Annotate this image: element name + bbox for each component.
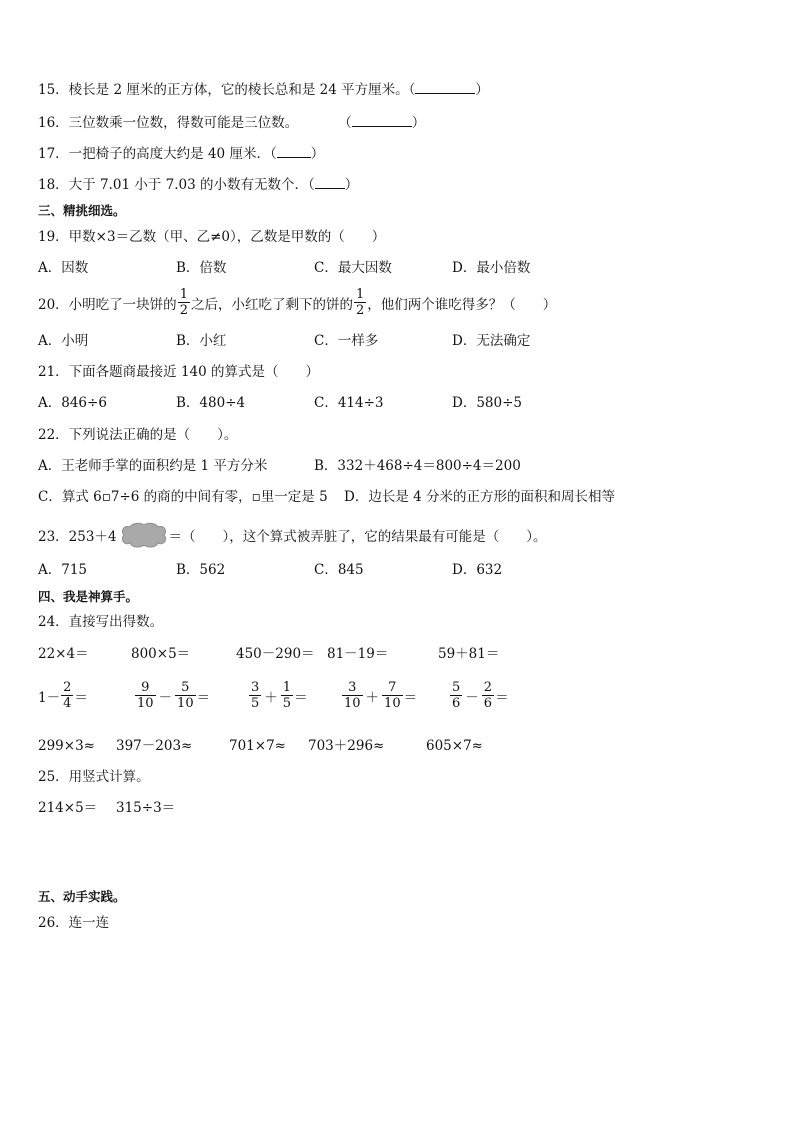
fraction: $\frac{5}{10}$ (177, 680, 194, 711)
q25-item: 315÷3＝ (116, 800, 176, 816)
q24-row3-item: 703＋296≈ (308, 738, 385, 754)
q21-option-a[interactable]: A．846÷6 (38, 395, 107, 411)
question-19: 19．甲数×3＝乙数（甲、乙≠0），乙数是甲数的（ ） (38, 229, 386, 245)
question-24: 24．直接写出得数。 (38, 614, 164, 630)
section-4-heading: 四、我是神算手。 (38, 589, 139, 604)
q24-row1-item: 59＋81＝ (438, 646, 500, 662)
answer-blank[interactable] (415, 81, 475, 94)
answer-blank[interactable] (352, 114, 412, 127)
question-15: 15．棱长是 2 厘米的正方体，它的棱长总和是 24 平方厘米。（ ） (38, 82, 489, 98)
q22-option-b[interactable]: B．332＋468÷4＝800÷4＝200 (314, 458, 521, 474)
ink-smudge-icon (118, 521, 168, 549)
q19-option-c[interactable]: C．最大因数 (314, 260, 392, 276)
q25-item: 214×5＝ (38, 800, 98, 816)
question-23: 23．253＋4 ＝（ ），这个算式被弄脏了，它的结果最有可能是（ ）。 (38, 521, 547, 549)
question-17: 17．一把椅子的高度大约是 40 厘米．（ ） (38, 146, 325, 162)
q21-option-b[interactable]: B．480÷4 (176, 395, 246, 411)
fraction: $\frac{1}{2}$ (179, 287, 188, 318)
fraction: $\frac{2}{6}$ (483, 680, 493, 711)
q23-option-c[interactable]: C．845 (314, 562, 364, 578)
q24-fraction-expr-2: $\frac{9}{10}$ － $\frac{5}{10}$ ＝ (137, 680, 211, 711)
q24-fraction-expr-4: $\frac{3}{10}$ ＋ $\frac{7}{10}$ ＝ (344, 680, 418, 711)
q22-option-d[interactable]: D．边长是 4 分米的正方形的面积和周长相等 (344, 489, 615, 505)
question-18: 18．大于 7.01 小于 7.03 的小数有无数个．（ ） (38, 177, 359, 193)
fraction: $\frac{7}{10}$ (384, 680, 401, 711)
fraction: $\frac{3}{10}$ (344, 680, 361, 711)
question-22: 22．下列说法正确的是（ ）。 (38, 427, 238, 443)
q19-option-a[interactable]: A．因数 (38, 260, 89, 276)
q24-fraction-expr-5: $\frac{5}{6}$ － $\frac{2}{6}$ ＝ (452, 680, 509, 711)
fraction: $\frac{1}{2}$ (355, 287, 365, 318)
q21-option-c[interactable]: C．414÷3 (314, 395, 384, 411)
question-16: 16．三位数乘一位数，得数可能是三位数。 （ ） (38, 115, 426, 131)
fraction: $\frac{9}{10}$ (137, 680, 154, 711)
q24-fraction-expr-3: $\frac{3}{5}$ ＋ $\frac{1}{5}$ ＝ (251, 680, 308, 711)
section-5-heading: 五、动手实践。 (38, 889, 126, 904)
question-20: 20．小明吃了一块饼的 $\frac{1}{2}$ 之后，小红吃了剩下的饼的 $\frac{1}{2}$ ，他们两个谁吃得多？（ ） (38, 287, 557, 318)
q24-row1-item: 22×4＝ (38, 646, 89, 662)
q24-row1-item: 81－19＝ (327, 646, 389, 662)
question-25: 25．用竖式计算。 (38, 769, 150, 785)
q24-row1-item: 800×5＝ (131, 646, 191, 662)
q24-row3-item: 605×7≈ (426, 738, 483, 754)
q19-option-b[interactable]: B．倍数 (176, 260, 227, 276)
q21-option-d[interactable]: D．580÷5 (452, 395, 522, 411)
q20-option-a[interactable]: A．小明 (38, 333, 89, 349)
q24-fraction-expr-1: 1－ $\frac{2}{4}$ ＝ (38, 680, 88, 711)
q20-option-c[interactable]: C．一样多 (314, 333, 379, 349)
q20-option-d[interactable]: D．无法确定 (452, 333, 531, 349)
answer-blank[interactable] (315, 176, 345, 189)
fraction: $\frac{3}{5}$ (251, 680, 260, 711)
fraction: $\frac{1}{5}$ (282, 680, 292, 711)
question-26: 26．连一连 (38, 915, 110, 931)
q23-option-d[interactable]: D．632 (452, 562, 503, 578)
question-21: 21．下面各题商最接近 140 的算式是（ ） (38, 364, 320, 380)
section-3-heading: 三、精挑细选。 (38, 203, 126, 218)
q23-option-a[interactable]: A．715 (38, 562, 88, 578)
fraction: $\frac{2}{4}$ (63, 680, 72, 711)
q22-option-c[interactable]: C．算式 6▫7÷6 的商的中间有零，▫里一定是 5 (38, 489, 328, 505)
q19-option-d[interactable]: D．最小倍数 (452, 260, 531, 276)
q24-row3-item: 299×3≈ (38, 738, 95, 754)
q24-row3-item: 701×7≈ (229, 738, 286, 754)
answer-blank[interactable] (277, 145, 311, 158)
fraction: $\frac{5}{6}$ (452, 680, 461, 711)
q23-option-b[interactable]: B．562 (176, 562, 226, 578)
q24-row1-item: 450－290＝ (236, 646, 315, 662)
q24-row3-item: 397－203≈ (116, 738, 193, 754)
q20-option-b[interactable]: B．小红 (176, 333, 227, 349)
q22-option-a[interactable]: A．王老师手掌的面积约是 1 平方分米 (38, 458, 268, 474)
